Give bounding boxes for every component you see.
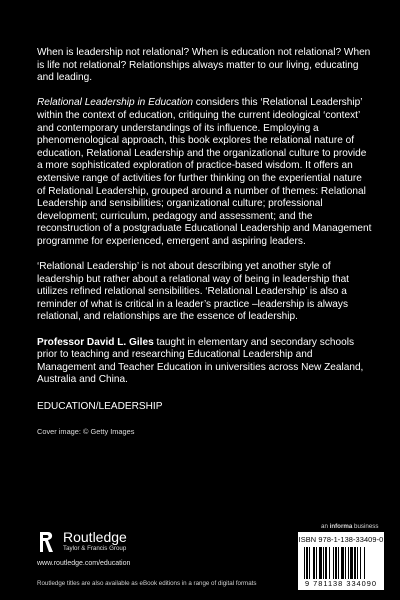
publisher-url: www.routledge.com/education [37, 560, 131, 567]
subject-category: EDUCATION/LEADERSHIP [37, 401, 163, 413]
author-name: Professor David L. Giles [37, 336, 154, 348]
intro-paragraph: When is leadership not relational? When is education not relational? When is life not relational? Relationships always matter to our living, educating and leading. [37, 47, 371, 84]
barcode-icon [304, 547, 378, 579]
ebook-note: Routledge titles are also available as eBook editions in a range of digital formats [37, 580, 257, 587]
description-text: considers this ‘Relational Leadership’ within the context of education, critiquing the current ideological ‘context’ and contemporary understandings of its influence. Employing a phenomenological approach, this book explores the relational nature of education, Relational Leadership and the organizational culture to provide a more sophisticated exploration of practice-based wisdom. It offers an extensive range of activities for further thinking on the experiential nature of Relational Leadership, grouped around a number of themes: Relational Leadership and sensibilities; organizational culture; professional development; curriculum, pedagogy and assessment; and the reconstruction of a postgraduate Educational Leadership and Management programme for experienced, emergent and aspiring leaders. [37, 97, 372, 247]
description-paragraph [37, 97, 373, 248]
business-bold: informa [329, 523, 353, 530]
cover-image-credit: Cover image: © Getty Images [37, 427, 135, 437]
routledge-logo-icon [37, 530, 57, 554]
business-suffix: business [352, 523, 379, 530]
business-prefix: an [321, 523, 330, 530]
publisher-brand: Routledge [63, 529, 127, 545]
leadership-paragraph: ‘Relational Leadership’ is not about describing yet another style of leadership but rather about a relational way of being in leadership that utilizes refined relational sensibilities. ‘Relational Leadership’ is also a reminder of what is critical in a leader’s practice –leadership is always relational, and relationships are the essence of leadership. [37, 261, 349, 323]
publisher-group: Taylor & Francis Group [63, 545, 127, 552]
author-bio: taught in elementary and secondary schools prior to teaching and researching Educational Leadership and Management and Teacher Education in universities across New Zealand, Australia and China. [37, 336, 364, 386]
routledge-logo-text [63, 530, 127, 553]
barcode-number: 9 781138 334090 [305, 579, 377, 588]
isbn-label: ISBN 978-1-138-33409-0 [298, 535, 384, 544]
isbn-barcode-box [298, 532, 384, 590]
back-cover-text [37, 47, 373, 451]
author-paragraph [37, 337, 373, 387]
informa-business-note [321, 523, 378, 530]
routledge-logo [37, 530, 127, 554]
book-title-italic: Relational Leadership in Education [37, 97, 193, 109]
